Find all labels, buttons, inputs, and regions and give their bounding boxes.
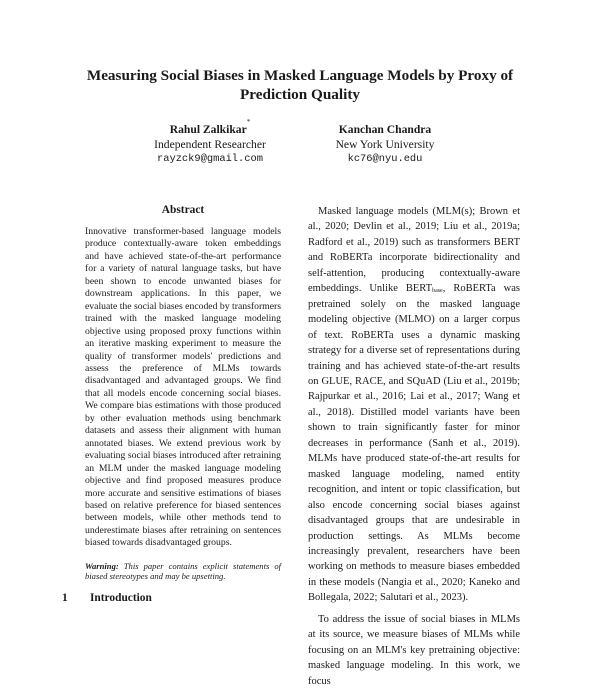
section-title: Introduction xyxy=(90,592,152,604)
body-column-right xyxy=(308,204,520,689)
intro-paragraph-2: To address the issue of social biases in MLMs at its source, we measure biases of MLMs while focusing on an MLM's key pretraining objective: masked language modeling. In this work, we focus xyxy=(308,613,520,687)
warning-label: Warning: xyxy=(85,561,119,571)
author-name: Kanchan Chandra xyxy=(338,123,432,136)
abstract-heading: Abstract xyxy=(161,204,205,216)
paper-title: Measuring Social Biases in Masked Language Models by Proxy of Prediction Quality xyxy=(86,67,514,103)
author-block-1 xyxy=(120,118,300,167)
section-heading xyxy=(62,592,152,604)
author-block-2 xyxy=(295,122,475,167)
author-email: kc76@nyu.edu xyxy=(347,153,423,165)
author-affiliation: Independent Researcher xyxy=(154,138,266,151)
section-number: 1 xyxy=(62,592,68,604)
intro-paragraph-1: Masked language models (MLM(s); Brown et al., 2020; Devlin et al., 2019; Liu et al., 2019a; Radford et al., 2019) such as transformers BERT and RoBERTa incorporate bidirectionality and self-attention, producing contextually-aware embeddings. Unlike $BERT_{base}$, RoBERTa was pretrained solely on the masked language modeling objective (MLMO) on a larger corpus of text. RoBERTa uses a dynamic masking strategy for a diverse set of representations during training and has achieved state-of-the-art results on GLUE, RACE, and SQuAD (Liu et al., 2019b; Rajpurkar et al., 2016; Lai et al., 2017; Wang et al., 2018). Distilled model variants have been shown to train significantly faster for minor decreases in performance (Sanh et al., 2019). MLMs have produced state-of-the-art results for masked language modeling, named entity recognition, and intent or topic classification, but also encode concerning social biases against disadvantaged groups that are undesirable in production settings. As MLMs become increasingly prevalent, researchers have been working on methods to measure biases embedded in these models (Nangia et al., 2020; Kaneko and Bollegala, 2022; Salutari et al., 2023). xyxy=(308,206,520,604)
author-marker: * xyxy=(246,118,251,126)
author-email: rayzck9@gmail.com xyxy=(156,153,263,165)
subscript-base: base xyxy=(432,288,443,295)
warning-text: This paper contains explicit statements of biased stereotypes and may be upsetting. xyxy=(85,561,281,582)
content-warning xyxy=(85,561,281,582)
author-name: Rahul Zalkikar xyxy=(169,123,247,136)
author-affiliation: New York University xyxy=(335,138,435,151)
abstract-body: Innovative transformer-based language models produce contextually-aware token embeddings and have achieved state-of-the-art performance for a variety of natural language tasks, but have been shown to encode unwanted biases for downstream applications. In this paper, we evaluate the social biases encoded by transformers trained with the masked language modeling objective using proposed proxy functions within an iterative masking experiment to measure the quality of transformer models' predictions and assess the preference of MLMs towards disadvantaged and advantaged groups. We find that all models encode concerning social biases. We compare bias estimations with those produced by other evaluation methods using benchmark datasets and assess their alignment with human annotated biases. We extend previous work by evaluating social biases introduced after retraining an MLM under the masked language modeling objective and find proposed measures produce more accurate and sensitive estimations of biases based on relative preference for biased sentences between models, while other methods tend to underestimate biases after retraining on sentences biased towards disadvantaged groups. xyxy=(85,226,281,549)
